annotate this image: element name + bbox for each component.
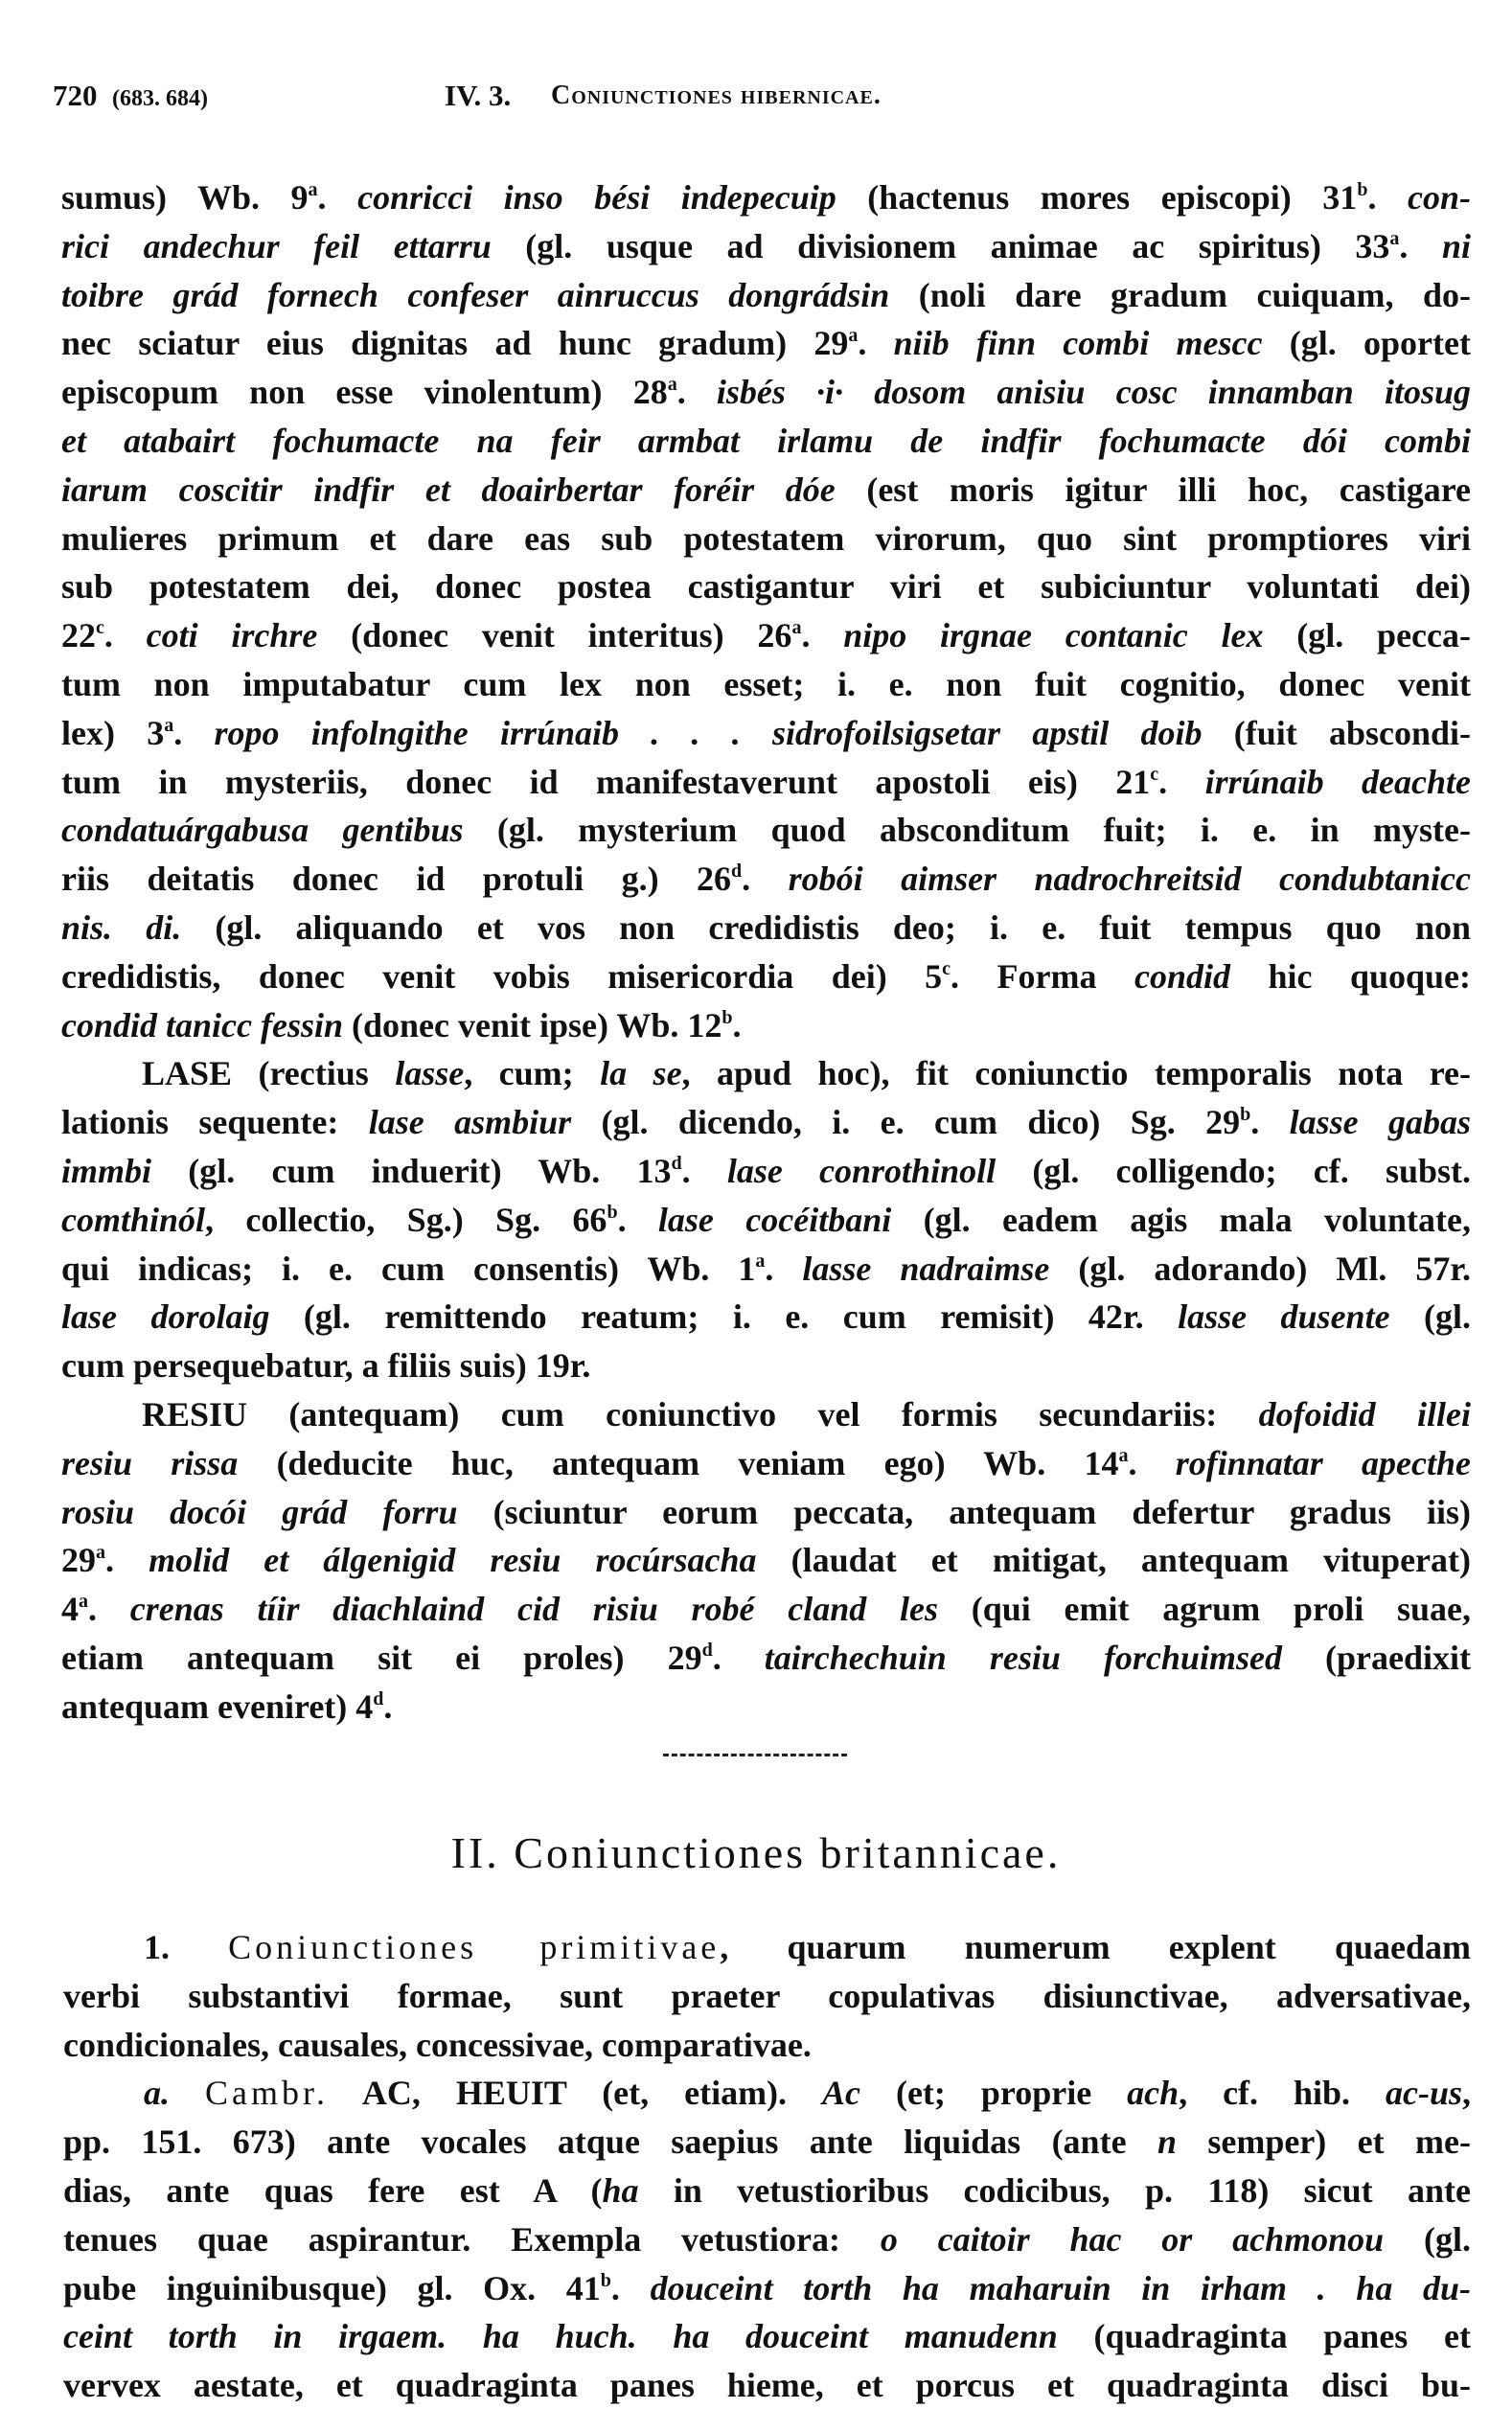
text-line <box>61 758 1471 807</box>
latin-text: . <box>617 1200 658 1239</box>
latin-text: dias, ante quas fere est A ( <box>63 2170 603 2210</box>
irish-gloss: lase dorolaig <box>61 1297 270 1337</box>
latin-text: . <box>317 178 358 217</box>
latin-text: . <box>1367 178 1408 217</box>
text-line <box>61 904 1471 952</box>
latin-text: (gl. eadem agis mala voluntate, <box>891 1200 1471 1239</box>
text-line <box>61 1488 1471 1537</box>
latin-text: semper) et me- <box>1176 2122 1471 2162</box>
text-line <box>63 2021 1471 2070</box>
latin-text: sub potestatem dei, donec postea castigantur viri et subiciuntur voluntati dei) <box>61 567 1471 607</box>
latin-text: Cambr. <box>204 2074 329 2113</box>
latin-text: (gl. aliquando et vos non credidistis deo; i. e. fuit tempus quo non <box>181 907 1471 947</box>
latin-text: pp. 151. 673) ante vocales atque saepius ante liquidas (ante <box>63 2122 1157 2162</box>
irish-gloss: rici andechur feil ettarru <box>61 226 492 265</box>
latin-text: LASE (rectius <box>142 1054 396 1093</box>
latin-text: (gl. remittendo reatum; i. e. cum remisit) 42r. <box>269 1297 1179 1337</box>
latin-text: riis deitatis donec id protuli g.) 26 <box>61 860 732 899</box>
latin-text: (gl. mysterium quod absconditum fuit; i. e. in myste- <box>463 811 1471 850</box>
page-number-text: 720 <box>53 79 98 112</box>
latin-text: (deducite huc, antequam veniam ego) Wb. 14 <box>238 1443 1119 1482</box>
latin-text: pube inguinibusque) gl. Ox. 41 <box>63 2268 601 2307</box>
irish-gloss: condid tanicc fessin <box>61 1005 343 1044</box>
paragraph <box>61 1390 1471 1732</box>
irish-gloss: lasse dusente <box>1178 1297 1390 1337</box>
latin-text: (sciuntur eorum peccata, antequam defertur gradus iis) <box>457 1492 1472 1531</box>
folio-column-marker: d <box>671 1152 682 1174</box>
irish-gloss: tairchechuin resiu forchuimsed <box>764 1638 1282 1677</box>
irish-gloss: ni <box>1441 226 1471 265</box>
latin-text: (gl. cum induerit) Wb. 13 <box>151 1151 672 1190</box>
text-line <box>61 806 1471 855</box>
latin-text: condicionales, causales, concessivae, comparativae. <box>63 2025 812 2064</box>
folio-column-marker: c <box>96 617 104 639</box>
irish-gloss: irrúnaib deachte <box>1204 762 1472 801</box>
text-line <box>61 1001 1471 1050</box>
text-line <box>63 2118 1471 2167</box>
latin-text: tum non imputabatur cum lex non esset; i. e. non fuit cognitio, donec venit <box>61 664 1471 703</box>
text-line <box>61 417 1471 466</box>
irish-gloss: nis. di. <box>61 907 182 947</box>
folio-column-marker: d <box>701 1639 713 1661</box>
latin-text: . <box>712 1638 765 1677</box>
latin-text: in vetustioribus codicibus, p. 118) sicut ante <box>638 2170 1472 2210</box>
folio-column-marker: a <box>755 1250 766 1272</box>
latin-text: (hactenus mores episcopi) 31 <box>836 178 1358 217</box>
latin-text: . <box>732 1005 742 1044</box>
irish-gloss: a. <box>144 2074 170 2113</box>
running-title: Coniunctiones hibernicae. <box>551 80 882 110</box>
latin-text: . <box>173 713 215 752</box>
text-line <box>61 611 1471 660</box>
irish-gloss: condatuárgabusa gentibus <box>61 811 464 850</box>
folio-column-marker: a <box>1118 1444 1129 1466</box>
folio-column-marker: b <box>1357 179 1368 200</box>
latin-text: , cum; <box>464 1054 601 1093</box>
latin-text: episcopum non esse vinolentum) 28 <box>61 373 668 412</box>
irish-gloss: ceint torth in irgaem. ha huch. ha douceint manudenn <box>63 2317 1058 2356</box>
text-line <box>61 660 1471 709</box>
folio-column-marker: b <box>1240 1104 1251 1126</box>
latin-text: AC, HEUIT (et, etiam). <box>328 2074 822 2113</box>
latin-text: tum in mysteriis, donec id manifestaverunt apostoli eis) 21 <box>61 762 1151 801</box>
latin-text: (quadraginta panes et <box>1057 2317 1471 2356</box>
latin-text: , quarum numerum explent quaedam <box>720 1928 1471 1966</box>
text-line <box>61 1536 1471 1585</box>
text-line <box>61 368 1471 417</box>
latin-text: 1. <box>144 1928 229 1966</box>
irish-gloss: nipo irgnae contanic lex <box>843 616 1264 655</box>
irish-gloss: lasse <box>395 1054 465 1093</box>
folio-column-marker: a <box>164 714 174 736</box>
text-line <box>61 1293 1471 1342</box>
folio-column-marker: a <box>667 374 677 396</box>
latin-text: . <box>103 616 147 655</box>
latin-text: . <box>676 373 717 412</box>
irish-gloss: lasse nadraimse <box>802 1249 1050 1288</box>
text-line <box>63 2167 1471 2215</box>
latin-text: verbi substantivi formae, sunt praeter copulativas disiunctivae, adversativae, <box>63 1976 1471 2015</box>
latin-text: . <box>1158 762 1205 801</box>
text-line <box>63 2361 1471 2410</box>
latin-text: (gl. <box>1384 2219 1471 2259</box>
irish-gloss: ropo infolngithe irrúnaib . . . sidrofoilsigsetar apstil doib <box>214 713 1203 752</box>
folio-column-marker: a <box>96 1542 105 1564</box>
latin-text: 22 <box>61 616 96 655</box>
running-header <box>53 79 1471 125</box>
irish-gloss: robói aimser nadrochreitsid condubtanicc <box>788 860 1471 899</box>
text-line <box>61 562 1471 611</box>
text-line <box>61 222 1471 271</box>
folio-column-marker: c <box>1150 763 1159 785</box>
text-line <box>61 515 1471 563</box>
folio-column-marker: d <box>731 860 743 883</box>
paragraph <box>63 1923 1471 2069</box>
latin-text: vervex aestate, et quadraginta panes hieme, et porcus et quadraginta disci bu- <box>63 2366 1471 2405</box>
latin-text: etiam antequam sit ei proles) 29 <box>61 1638 702 1677</box>
text-line <box>61 1439 1471 1488</box>
irish-gloss: ha <box>602 2170 639 2210</box>
latin-text: qui indicas; i. e. cum consentis) Wb. 1 <box>61 1249 756 1288</box>
text-line <box>61 1634 1471 1683</box>
latin-text: (qui emit agrum proli suae, <box>937 1590 1472 1629</box>
text-line <box>61 1196 1471 1245</box>
latin-text: (est moris igitur illi hoc, castigare <box>835 470 1472 509</box>
paragraph <box>63 2069 1471 2410</box>
latin-text: (laudat et mitigat, antequam vituperat) <box>756 1541 1472 1580</box>
irish-gloss: o caitoir hac or achmonou <box>880 2219 1385 2259</box>
irish-gloss: niib finn combi mescc <box>893 324 1263 363</box>
latin-text: (gl. adorando) Ml. 57r. <box>1049 1249 1471 1288</box>
irish-gloss: la se <box>600 1054 682 1093</box>
latin-text: (gl. dicendo, i. e. cum dico) Sg. 29 <box>571 1103 1241 1142</box>
folio-column-marker: b <box>722 1006 733 1028</box>
paragraph <box>61 173 1471 1049</box>
text-line <box>63 2312 1471 2361</box>
latin-text: . <box>1399 226 1442 265</box>
irish-gloss: iarum coscitir indfir et doairbertar foréir dóe <box>61 470 836 509</box>
irish-gloss: dofoidid illei <box>1258 1394 1471 1434</box>
irish-gloss: molid et álgenigid resiu rocúrsacha <box>149 1541 757 1580</box>
latin-text <box>170 2074 205 2112</box>
latin-text: sumus) Wb. 9 <box>61 178 309 217</box>
irish-gloss: n <box>1157 2122 1177 2162</box>
folio-column-marker: a <box>848 325 859 347</box>
folio-column-marker: a <box>79 1591 88 1613</box>
latin-text: . <box>858 324 894 363</box>
irish-gloss: lase asmbiur <box>368 1103 572 1142</box>
latin-text: 29 <box>61 1541 96 1580</box>
irish-gloss: immbi <box>61 1151 152 1190</box>
page-number <box>53 79 208 113</box>
latin-text: cum persequebatur, a filiis suis) 19r. <box>61 1346 591 1386</box>
text-line <box>61 855 1471 904</box>
latin-text: RESIU (antequam) cum coniunctivo vel formis secundariis: <box>142 1394 1259 1434</box>
folio-column-marker: b <box>600 2269 611 2291</box>
irish-gloss: lase conrothinoll <box>726 1151 997 1190</box>
folio-column-marker: a <box>308 179 318 200</box>
text-line <box>61 1390 1471 1439</box>
text-line <box>61 1098 1471 1147</box>
latin-text: antequam eveniret) 4 <box>61 1686 374 1726</box>
irish-gloss: coti irchre <box>146 616 318 655</box>
irish-gloss: condid <box>1134 956 1230 996</box>
text-line <box>61 709 1471 758</box>
latin-text: lex) 3 <box>61 713 165 752</box>
latin-text: . <box>610 2268 651 2307</box>
text-line <box>61 1585 1471 1634</box>
latin-text: . <box>1250 1103 1290 1142</box>
text-line <box>61 1049 1471 1098</box>
folio-column-marker: a <box>1389 227 1400 249</box>
latin-text: . <box>383 1686 393 1726</box>
latin-text: . <box>681 1151 727 1190</box>
latin-text: (donec venit interitus) 26 <box>317 616 792 655</box>
latin-text: (gl. usque ad divisionem animae ac spiritus) 33 <box>491 226 1390 265</box>
section-britannicae-text <box>63 1923 1471 2410</box>
folio-column-marker: c <box>942 957 951 979</box>
latin-text: credidistis, donec venit vobis misericordia dei) 5 <box>61 956 943 996</box>
section-hibernicae-text <box>61 173 1471 1732</box>
folio-column-marker: d <box>373 1687 384 1709</box>
paragraph <box>61 1049 1471 1390</box>
irish-gloss: comthinól <box>61 1200 206 1239</box>
latin-text: (gl. pecca- <box>1263 616 1471 655</box>
text-line <box>63 2215 1471 2264</box>
irish-gloss: con- <box>1408 178 1471 217</box>
latin-text: (donec venit ipse) Wb. 12 <box>343 1005 722 1044</box>
latin-text: . <box>1128 1443 1176 1482</box>
text-line <box>61 271 1471 320</box>
text-line <box>61 173 1471 222</box>
irish-gloss: isbés ·i· dosom anisiu cosc innamban itosug <box>716 373 1472 412</box>
irish-gloss: et atabairt fochumacte na feir armbat irlamu de indfir fochumacte dói combi <box>61 421 1471 460</box>
text-line <box>61 319 1471 368</box>
folio-column-marker: a <box>791 617 802 639</box>
latin-text: . <box>801 616 844 655</box>
irish-gloss: rofinnatar apecthe <box>1175 1443 1472 1482</box>
latin-text: (gl. oportet <box>1262 324 1471 363</box>
irish-gloss: resiu rissa <box>61 1443 239 1482</box>
section-heading: II. Coniunctiones britannicae. <box>450 1828 1062 1877</box>
latin-text: (noli dare gradum cuiquam, do- <box>889 275 1471 314</box>
text-line <box>63 2069 1471 2118</box>
text-line <box>61 1147 1471 1196</box>
latin-text: (praedixit <box>1281 1638 1471 1677</box>
latin-text: Coniunctiones primitivae <box>228 1928 721 1966</box>
section-number: IV. 3. <box>445 79 512 112</box>
irish-gloss: ach <box>1127 2074 1180 2113</box>
latin-text: . <box>88 1590 130 1629</box>
latin-text: , cf. hib. <box>1179 2074 1386 2113</box>
text-line <box>61 1342 1471 1390</box>
latin-text: . <box>765 1249 803 1288</box>
original-pages: (683. 684) <box>112 86 208 111</box>
text-line <box>61 466 1471 515</box>
latin-text: , collectio, Sg.) Sg. 66 <box>205 1200 607 1239</box>
latin-text: nec sciatur eius dignitas ad hunc gradum) 29 <box>61 324 849 363</box>
latin-text: hic quoque: <box>1229 956 1471 996</box>
latin-text: . Forma <box>951 956 1134 996</box>
irish-gloss: lasse gabas <box>1289 1103 1471 1142</box>
section-divider <box>663 1754 847 1756</box>
irish-gloss: toibre grád fornech confeser ainruccus dongrádsin <box>61 275 890 314</box>
latin-text: . <box>105 1541 149 1580</box>
text-line <box>63 2264 1471 2313</box>
latin-text: tenues quae aspirantur. Exempla vetustiora: <box>63 2219 881 2259</box>
latin-text: (et; proprie <box>860 2074 1128 2113</box>
text-line <box>63 1923 1471 1972</box>
folio-column-marker: b <box>607 1201 618 1223</box>
text-line <box>61 1683 1471 1732</box>
irish-gloss: Ac <box>822 2074 860 2113</box>
latin-text: , apud hoc), fit coniunctio temporalis nota re- <box>681 1054 1471 1093</box>
latin-text: 4 <box>61 1590 79 1629</box>
latin-text: (gl. colligendo; cf. subst. <box>996 1151 1471 1190</box>
latin-text: lationis sequente: <box>61 1103 369 1142</box>
latin-text: , <box>1462 2074 1471 2113</box>
text-line <box>61 1245 1471 1294</box>
irish-gloss: conricci inso bési indepecuip <box>357 178 836 217</box>
latin-text: . <box>742 860 789 899</box>
text-line <box>63 1972 1471 2021</box>
latin-text: (fuit abscondi- <box>1202 713 1472 752</box>
text-line <box>61 952 1471 1001</box>
irish-gloss: ac-us <box>1386 2074 1462 2113</box>
irish-gloss: rosiu docói grád forru <box>61 1492 458 1531</box>
irish-gloss: douceint torth ha maharuin in irham . ha du- <box>650 2268 1471 2307</box>
irish-gloss: crenas tíir diachlaind cid risiu robé cland les <box>129 1590 938 1629</box>
irish-gloss: lase cocéitbani <box>657 1200 892 1239</box>
latin-text: mulieres primum et dare eas sub potestatem virorum, quo sint promptiores viri <box>61 518 1471 558</box>
latin-text: (gl. <box>1389 1297 1471 1337</box>
